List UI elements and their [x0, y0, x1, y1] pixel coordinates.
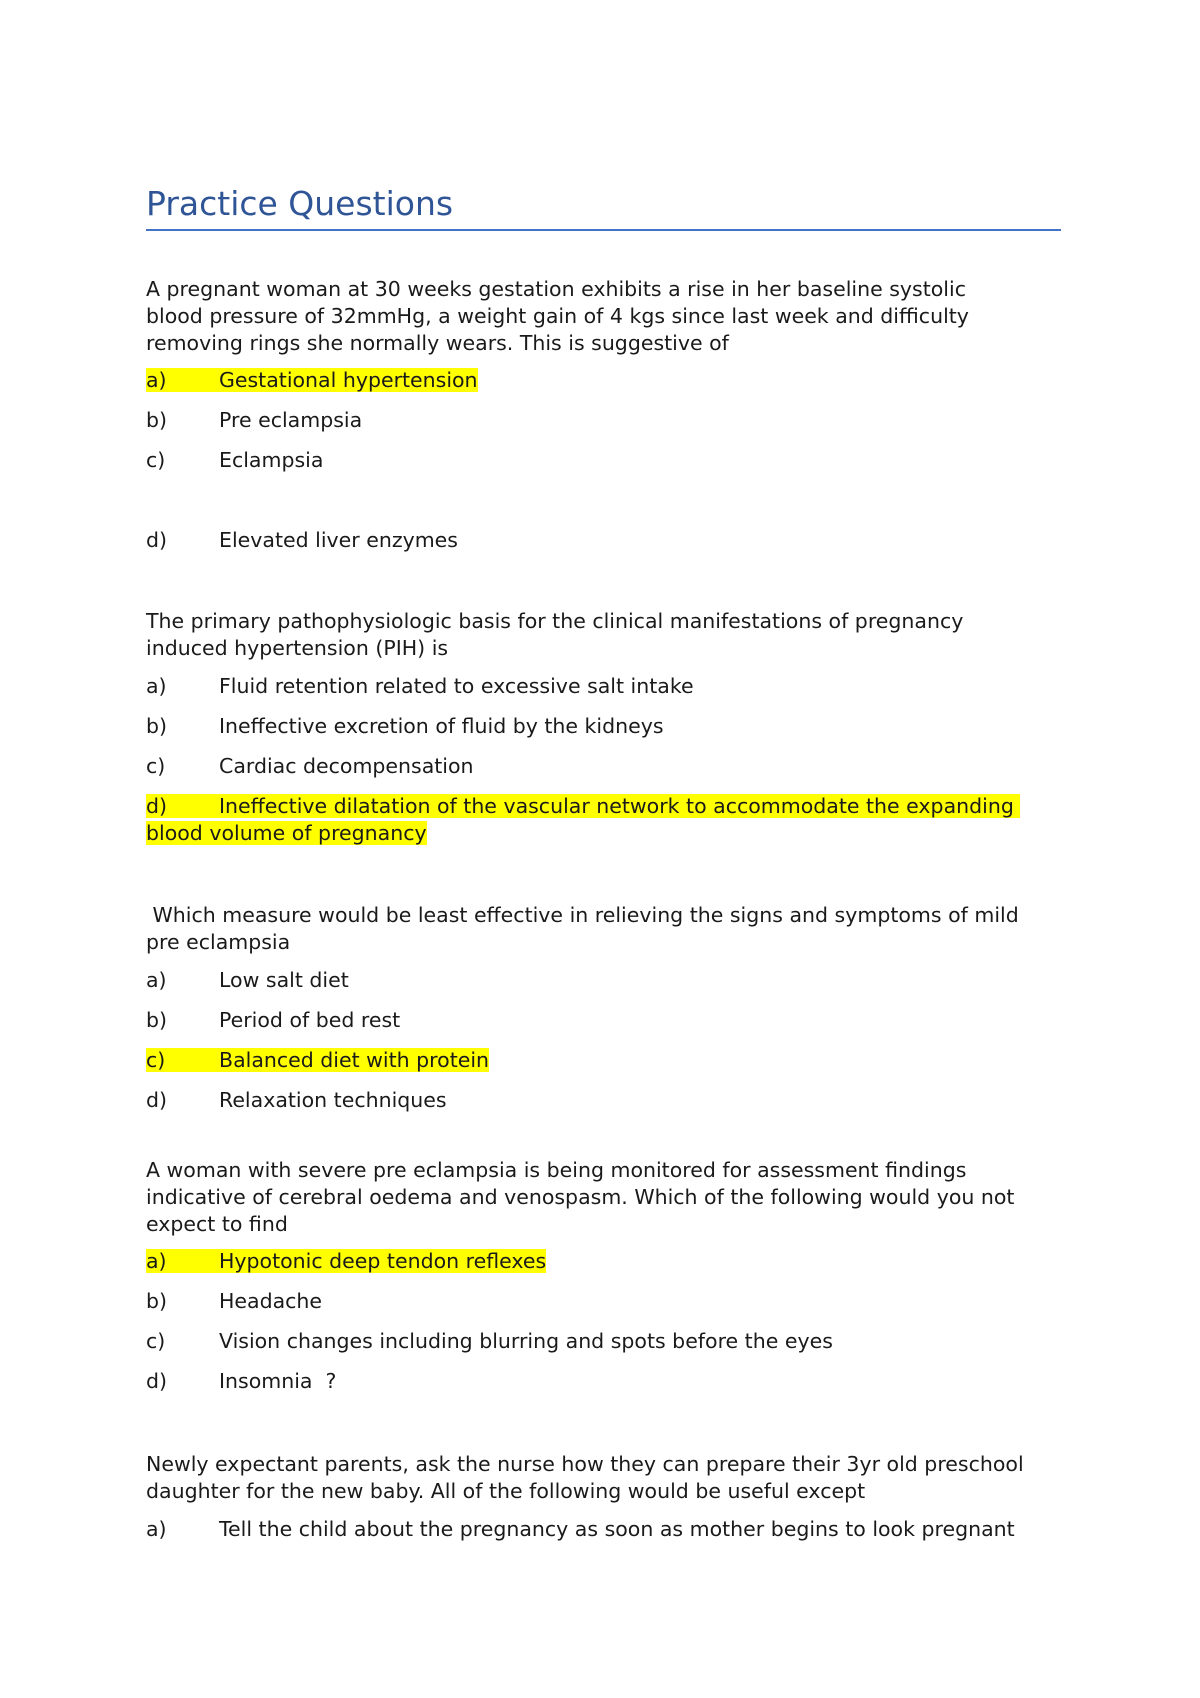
option-letter: b)	[146, 408, 168, 432]
question-stem	[146, 902, 1061, 956]
option-text: Cardiac decompensation	[219, 754, 474, 778]
option-letter: a)	[146, 1249, 167, 1273]
stem-line: The primary pathophysiologic basis for the clinical manifestations of pregnancy	[146, 609, 964, 633]
option-b[interactable]	[146, 407, 362, 434]
question-1	[146, 276, 1061, 552]
option-b[interactable]	[146, 1007, 400, 1034]
option-letter: d)	[146, 1088, 168, 1112]
stem-line: removing rings she normally wears. This is suggestive of	[146, 331, 729, 355]
option-letter: b)	[146, 714, 168, 738]
option-text-continued: blood volume of pregnancy	[146, 821, 427, 845]
option-a[interactable]	[146, 967, 349, 994]
option-text: Tell the child about the pregnancy as soon as mother begins to look pregnant	[219, 1517, 1015, 1541]
option-text: Ineffective dilatation of the vascular network to accommodate the expanding	[219, 794, 1014, 818]
option-a[interactable]	[146, 1516, 1015, 1543]
option-text: Ineffective excretion of fluid by the kidneys	[219, 714, 664, 738]
option-letter: a)	[146, 674, 167, 698]
option-letter: a)	[146, 968, 167, 992]
question-stem	[146, 276, 1061, 357]
question-2	[146, 608, 1061, 845]
option-d[interactable]	[146, 1087, 447, 1114]
option-letter: b)	[146, 1289, 168, 1313]
option-letter: d)	[146, 1369, 168, 1393]
option-text: Headache	[219, 1289, 323, 1313]
option-text: Eclampsia	[219, 448, 324, 472]
option-letter: c)	[146, 754, 166, 778]
option-text: Elevated liver enzymes	[219, 528, 458, 552]
stem-line: Which measure would be least effective in relieving the signs and symptoms of mild	[146, 903, 1019, 927]
stem-line: daughter for the new baby. All of the following would be useful except	[146, 1479, 866, 1503]
stem-line: indicative of cerebral oedema and venospasm. Which of the following would you not	[146, 1185, 1015, 1209]
question-3	[146, 902, 1061, 1112]
option-text: Low salt diet	[219, 968, 349, 992]
option-text: Fluid retention related to excessive salt intake	[219, 674, 694, 698]
stem-line: A pregnant woman at 30 weeks gestation exhibits a rise in her baseline systolic	[146, 277, 966, 301]
option-c[interactable]	[146, 447, 323, 474]
stem-line: Newly expectant parents, ask the nurse how they can prepare their 3yr old preschool	[146, 1452, 1024, 1476]
stem-line: A woman with severe pre eclampsia is being monitored for assessment findings	[146, 1158, 967, 1182]
option-a[interactable]	[146, 367, 478, 394]
page-title: Practice Questions	[146, 184, 454, 223]
option-c[interactable]	[146, 1047, 489, 1074]
question-stem	[146, 1157, 1061, 1238]
option-text: Relaxation techniques	[219, 1088, 447, 1112]
option-letter: c)	[146, 1329, 166, 1353]
question-stem	[146, 1451, 1061, 1505]
option-c[interactable]	[146, 1328, 833, 1355]
option-letter: a)	[146, 1517, 167, 1541]
option-text: Gestational hypertension	[219, 368, 478, 392]
question-5	[146, 1451, 1061, 1541]
option-text: Pre eclampsia	[219, 408, 363, 432]
stem-line: induced hypertension (PIH) is	[146, 636, 449, 660]
option-d[interactable]	[146, 1368, 336, 1395]
option-d[interactable]	[146, 527, 458, 554]
option-text: Insomnia ?	[219, 1369, 337, 1393]
option-text: Period of bed rest	[219, 1008, 401, 1032]
option-d[interactable]	[146, 793, 1020, 847]
option-letter: c)	[146, 1048, 166, 1072]
option-c[interactable]	[146, 753, 474, 780]
option-text: Hypotonic deep tendon reflexes	[219, 1249, 547, 1273]
option-letter: a)	[146, 368, 167, 392]
option-letter: d)	[146, 794, 168, 818]
option-a[interactable]	[146, 673, 694, 700]
question-stem	[146, 608, 1061, 662]
option-letter: b)	[146, 1008, 168, 1032]
question-4	[146, 1157, 1061, 1393]
stem-line: expect to find	[146, 1212, 288, 1236]
stem-line: blood pressure of 32mmHg, a weight gain of 4 kgs since last week and difficulty	[146, 304, 969, 328]
option-b[interactable]	[146, 1288, 322, 1315]
option-letter: d)	[146, 528, 168, 552]
option-text: Balanced diet with protein	[219, 1048, 490, 1072]
option-letter: c)	[146, 448, 166, 472]
stem-line: pre eclampsia	[146, 930, 291, 954]
option-text: Vision changes including blurring and spots before the eyes	[219, 1329, 833, 1353]
title-underline	[146, 229, 1061, 231]
option-a[interactable]	[146, 1248, 546, 1275]
option-b[interactable]	[146, 713, 664, 740]
